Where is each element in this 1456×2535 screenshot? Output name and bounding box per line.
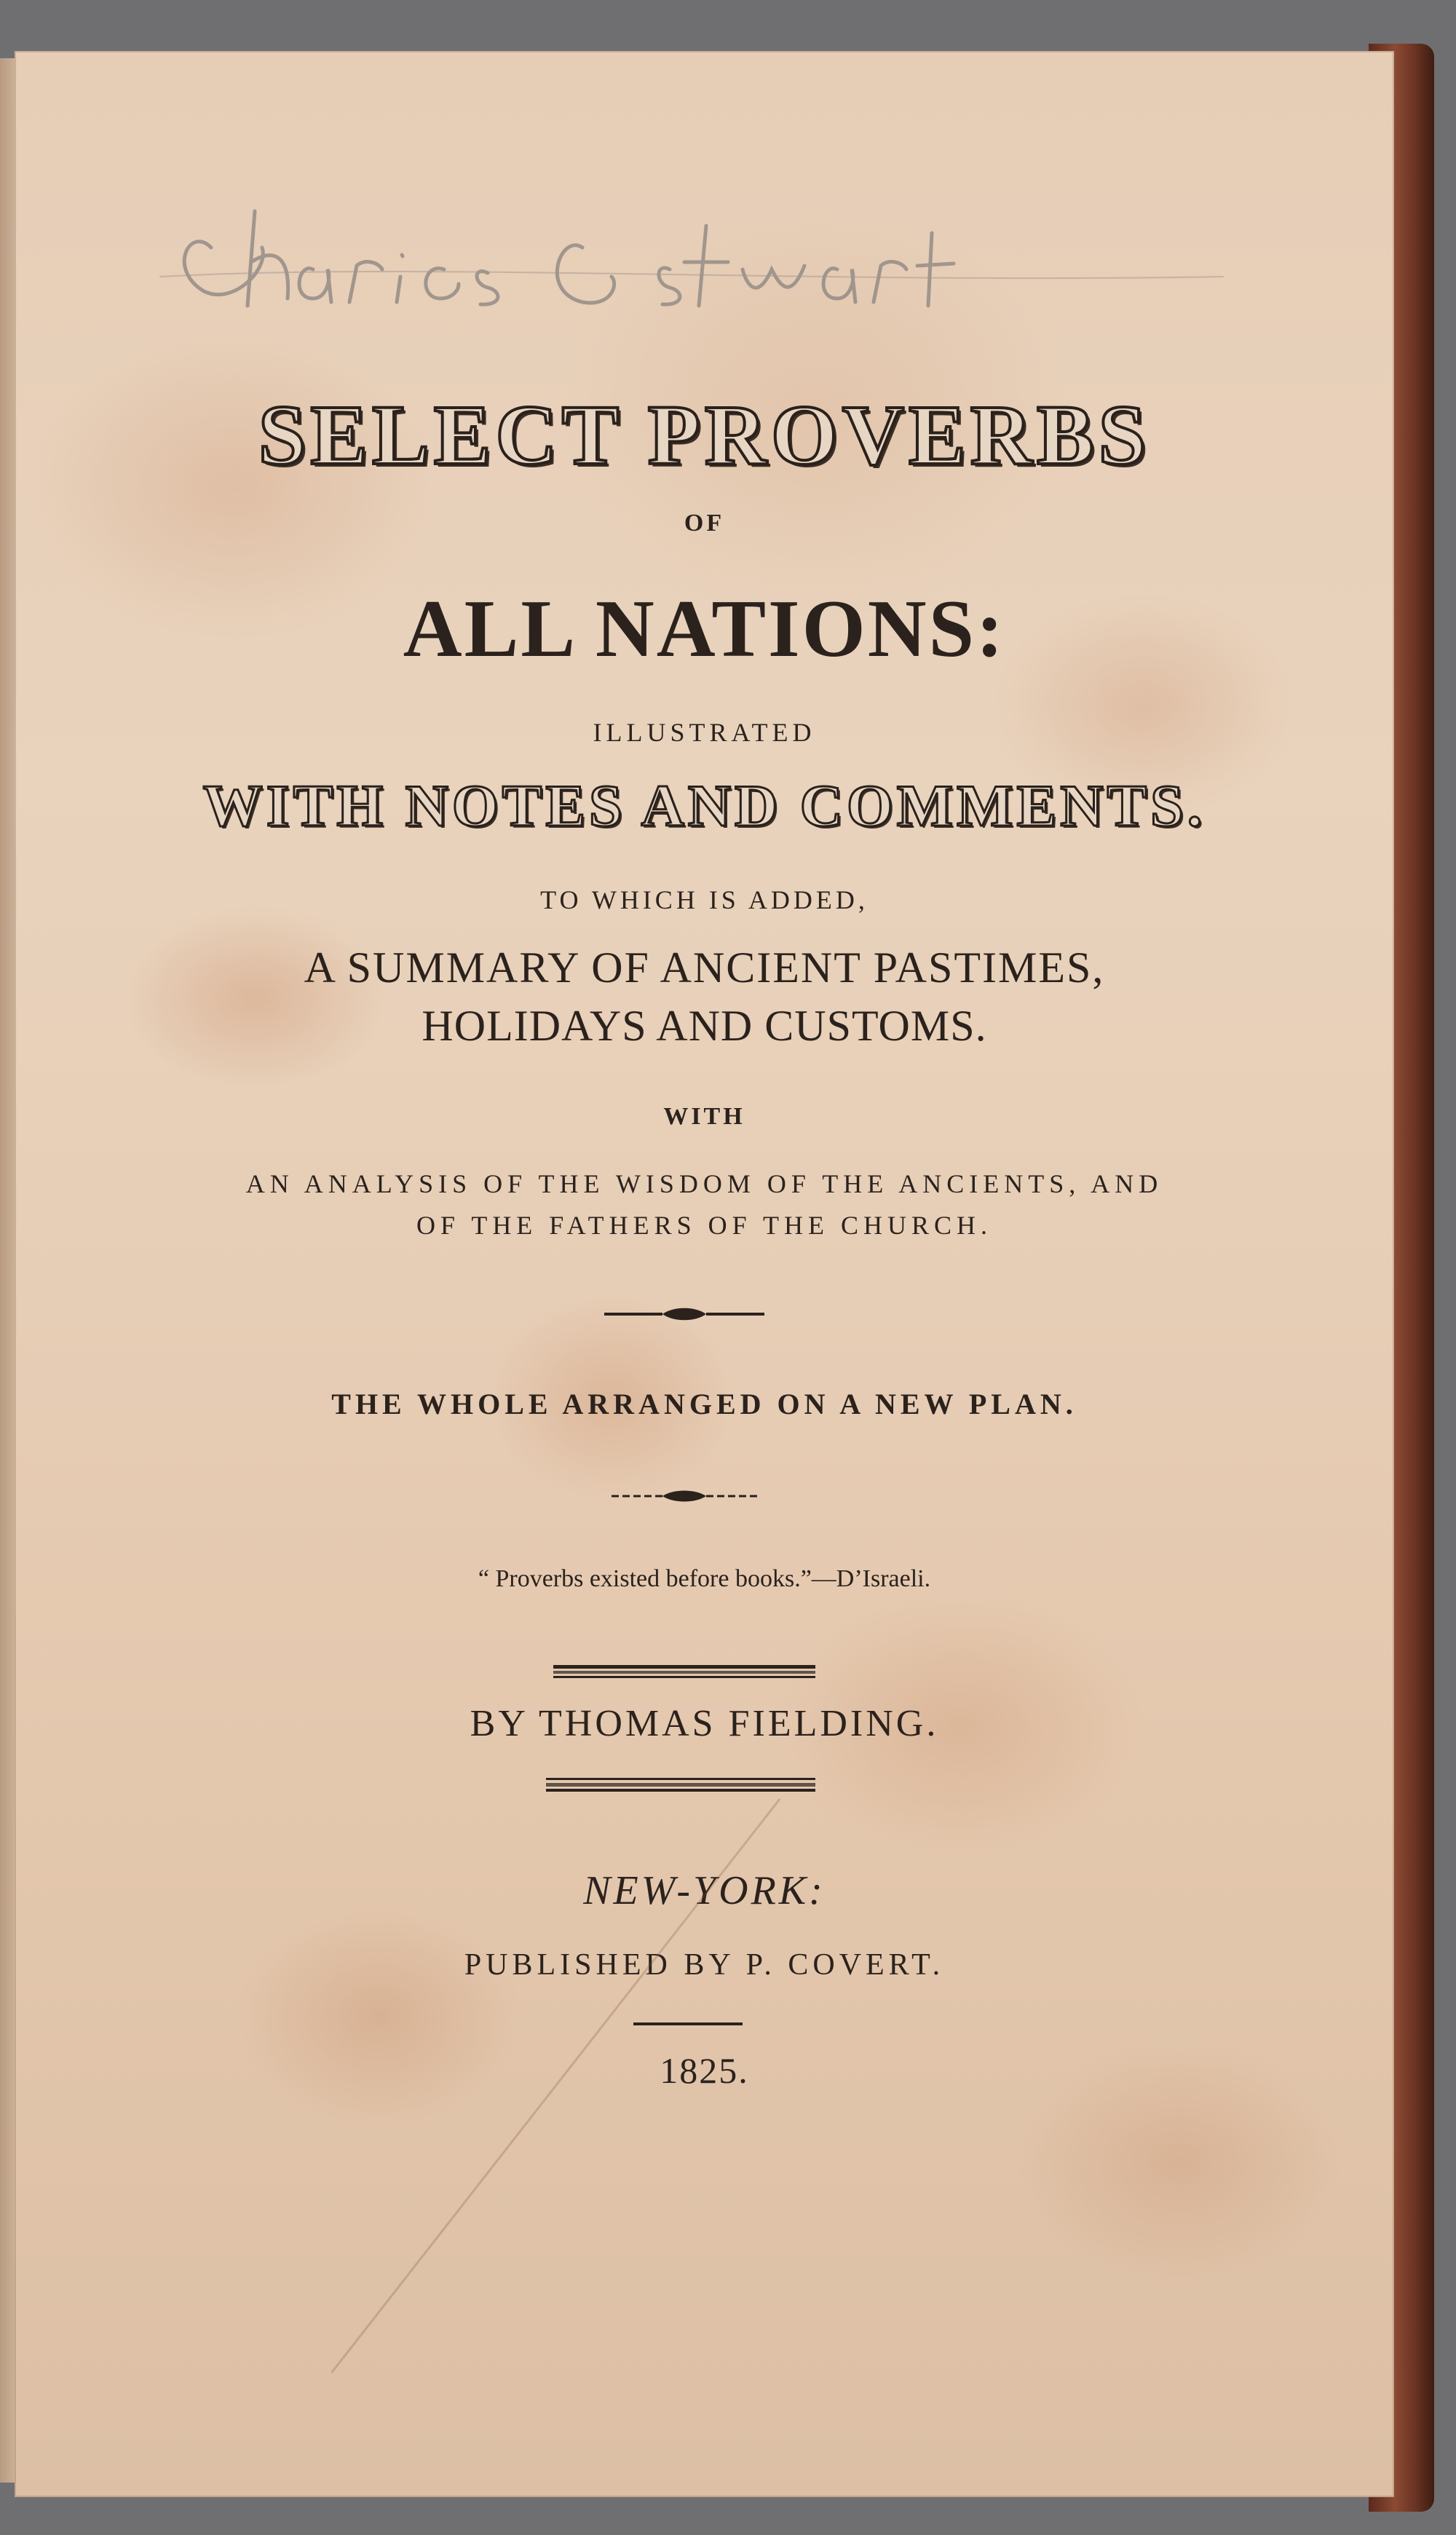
arrangement-note: THE WHOLE ARRANGED ON A NEW PLAN. — [331, 1388, 1077, 1420]
ornament-divider-1 — [604, 1303, 764, 1325]
subtitle-illustrated: ILLUSTRATED — [593, 718, 816, 747]
imprint-place: NEW-YORK: — [583, 1868, 826, 1913]
handwritten-signature — [146, 182, 1238, 342]
imprint-year: 1825. — [660, 2050, 749, 2091]
subtitle-notes: WITH NOTES AND COMMENTS. — [202, 772, 1206, 839]
rule-above-year — [633, 2020, 743, 2028]
imprint-publisher: PUBLISHED BY P. COVERT. — [464, 1948, 945, 1982]
epigraph-quote: “ Proverbs existed before books.”—D’Israeli. — [478, 1565, 931, 1592]
rule-below-author — [546, 1776, 815, 1794]
analysis-line-1: AN ANALYSIS OF THE WISDOM OF THE ANCIENTS, AND — [245, 1169, 1163, 1198]
author-line: BY THOMAS FIELDING. — [470, 1703, 939, 1744]
title-page — [15, 51, 1394, 2497]
title-line-1: SELECT PROVERBS — [258, 387, 1151, 483]
subtitle-with: WITH — [663, 1103, 745, 1130]
ornament-divider-2 — [612, 1485, 757, 1507]
rule-above-author — [553, 1664, 815, 1681]
analysis-line-2: OF THE FATHERS OF THE CHURCH. — [416, 1211, 993, 1240]
subtitle-to-which: TO WHICH IS ADDED, — [540, 885, 869, 914]
summary-line-2: HOLIDAYS AND CUSTOMS. — [422, 1002, 987, 1050]
summary-line-1: A SUMMARY OF ANCIENT PASTIMES, — [304, 944, 1105, 992]
title-connector-of: OF — [684, 510, 725, 537]
title-line-2: ALL NATIONS: — [403, 584, 1006, 674]
